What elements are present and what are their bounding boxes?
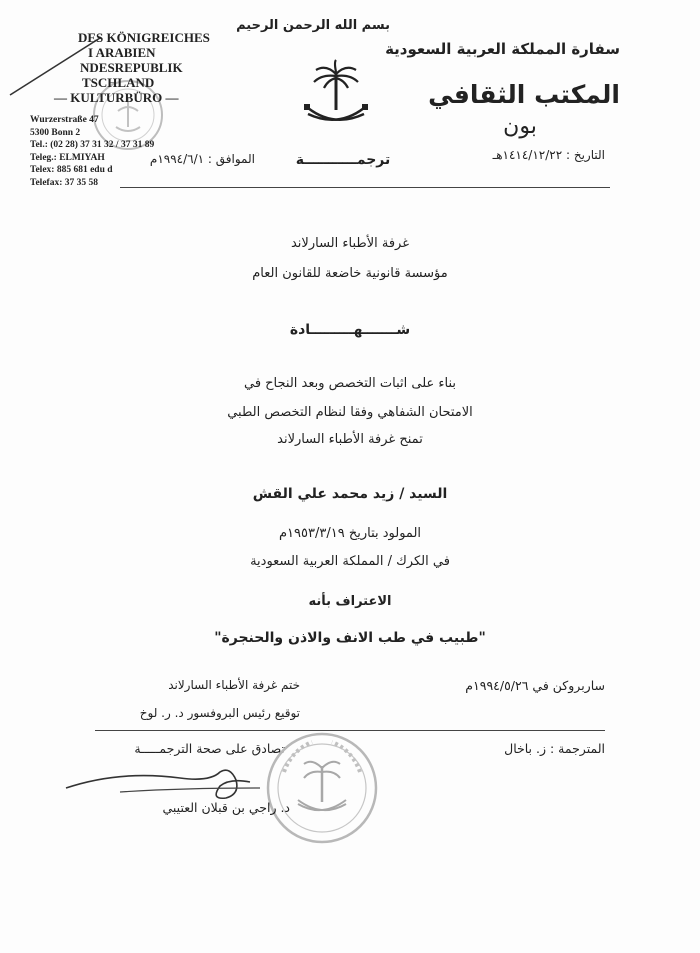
header-separator-line xyxy=(120,187,610,188)
translation-label: ترجمـــــــــــة xyxy=(295,152,391,168)
german-line-1: DES KÖNIGREICHES xyxy=(78,30,210,45)
address-line-5: Telex: 885 681 edu d xyxy=(30,165,113,175)
address-line-2: 5300 Bonn 2 xyxy=(30,127,81,138)
recognition-line: الاعتراف بأنه xyxy=(308,594,392,609)
german-header xyxy=(54,30,210,105)
translator-line: المترجمة : ز. باخال xyxy=(504,741,605,756)
date-line: التاريخ : ١٤١٤/١٢/٢٢هـ xyxy=(492,148,605,162)
place-date-line: ساربروكن في ١٩٩٤/٥/٢٦م xyxy=(465,678,605,693)
address-line-4: Teleg.: ELMIYAH xyxy=(30,152,105,163)
birth-date-line: المولود بتاريخ ١٩٥٣/٣/١٩م xyxy=(278,526,422,541)
institution-line: مؤسسة قانونية خاضعة للقانون العام xyxy=(252,266,448,281)
address-line-3: Tel.: (02 28) 37 31 32 / 37 31 89 xyxy=(30,140,155,150)
certify-line: تصادق على صحة الترجمـــــة xyxy=(134,741,285,756)
german-line-3: NDESREPUBLIK xyxy=(80,60,183,75)
city-name: بون xyxy=(503,114,537,139)
paragraph-line-1: بناء على اثبات التخصص وبعد النجاح في xyxy=(243,376,457,391)
signatory-name: د. راجي بن قبلان العتيبي xyxy=(162,800,290,815)
specialty-line: "طبيب في طب الانف والاذن والحنجرة" xyxy=(214,630,486,646)
palm-swords-emblem-icon xyxy=(300,58,372,130)
paragraph-line-3: تمنح غرفة الأطباء السارلاند xyxy=(277,432,423,447)
german-line-2: I ARABIEN xyxy=(88,45,156,60)
seal-text: ختم غرفة الأطباء السارلاند xyxy=(168,678,300,692)
address-line-6: Telefax: 37 35 58 xyxy=(30,177,98,188)
embassy-name: سفارة المملكة العربية السعودية xyxy=(385,40,620,58)
german-line-5: — KULTURBÜRO — xyxy=(54,90,179,105)
chamber-name: غرفة الأطباء السارلاند xyxy=(290,236,410,251)
recipient-name-line: السيد / زيد محمد علي القش xyxy=(252,486,448,502)
german-line-4: TSCHLAND xyxy=(82,75,155,90)
paragraph-line-2: الامتحان الشفاهي وفقا لنظام التخصص الطبي xyxy=(227,405,473,420)
basmala-text: بسم الله الرحمن الرحيم xyxy=(236,18,390,33)
certificate-title: شـــــــهـــــــــادة xyxy=(289,322,411,338)
office-name: المكتب الثقافي xyxy=(428,80,620,109)
address-line-1: Wurzerstraße 47 xyxy=(30,115,99,125)
birth-place-line: في الكرك / المملكة العربية السعودية xyxy=(250,554,450,569)
signature-text: توقيع رئيس البروفسور د. ر. لوخ xyxy=(139,706,300,720)
corresponding-date-line: الموافق : ١٩٩٤/٦/١م xyxy=(149,152,255,166)
